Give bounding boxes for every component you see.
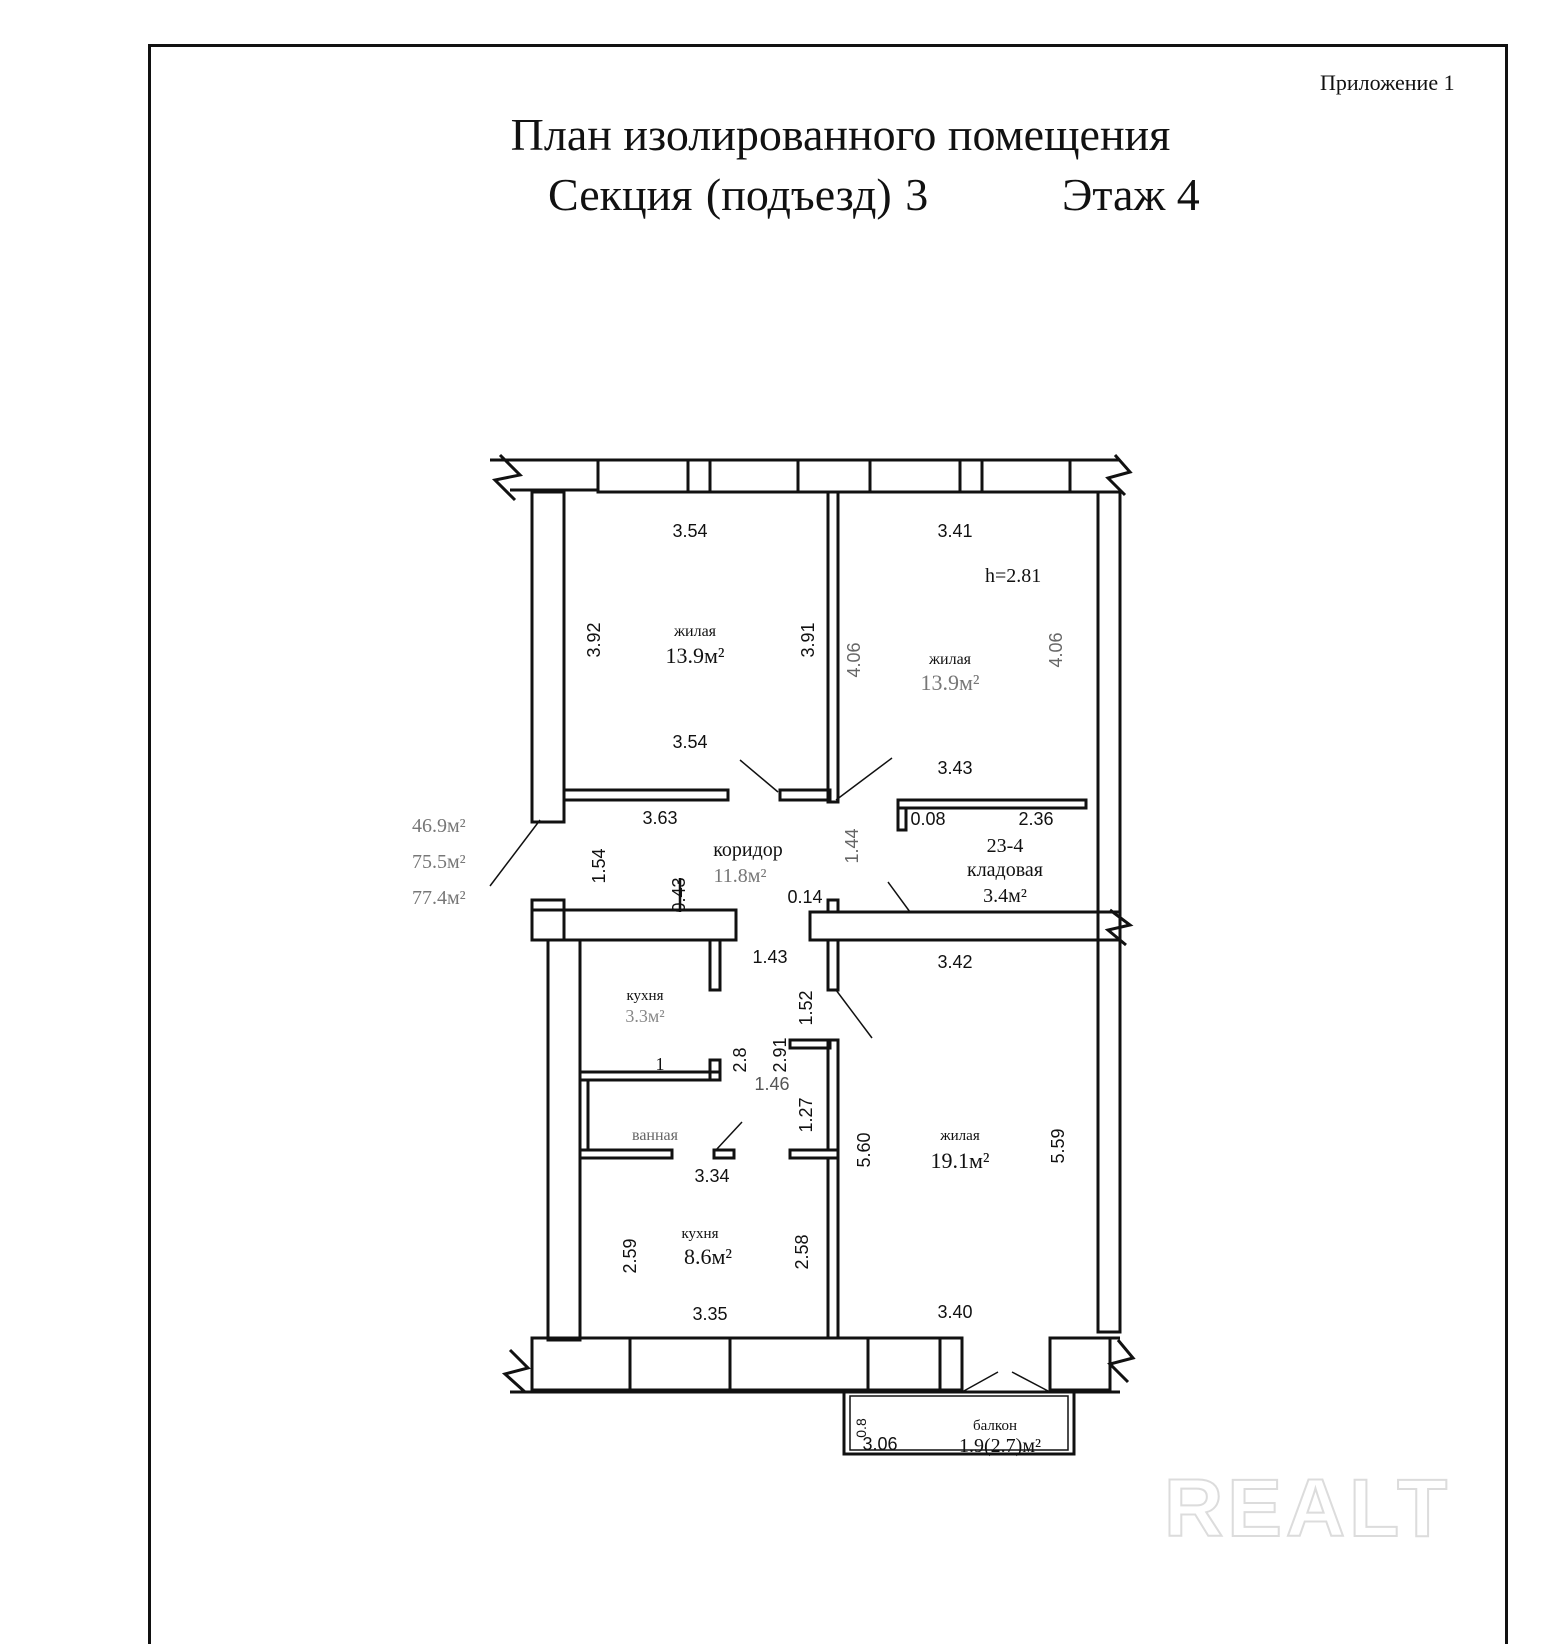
room2-area: 13.9м² [920, 670, 980, 695]
area-summary [412, 815, 466, 909]
corridor-dim-4: 1.44 [842, 828, 862, 864]
room4-name: жилая [940, 1128, 980, 1144]
section-label: Секция (подъезд) 3 [548, 169, 929, 220]
room3-area: 8.6м² [683, 1244, 733, 1269]
corridor-dim-3: 0.43 [669, 877, 689, 913]
room2-dim-right: 4.06 [1046, 632, 1066, 668]
room4-dim-right: 5.59 [1048, 1128, 1068, 1164]
storage-name: кладовая [966, 859, 1044, 881]
room1-dim-top: 3.54 [672, 521, 708, 541]
corridor-dim-6: 1.43 [752, 947, 788, 967]
balcony-name: балкон [973, 1418, 1017, 1434]
ceiling-height: h=2.81 [985, 565, 1042, 587]
walls [490, 455, 1133, 1454]
room3-name: кухня [681, 1226, 719, 1242]
balcony-dim-1: 3.06 [862, 1434, 898, 1454]
room1-dim-left: 3.92 [584, 622, 604, 658]
storage-dim-2: 2.36 [1018, 809, 1054, 829]
small-kitchen-name: кухня [626, 988, 664, 1004]
room4-area: 19.1м² [930, 1148, 990, 1173]
room1-dim-bottom: 3.54 [672, 732, 708, 752]
balcony-dim-2: 0.8 [853, 1418, 869, 1438]
corridor-dim-11: 1.27 [796, 1097, 816, 1133]
corridor-name: коридор [713, 839, 783, 861]
corridor-dim-7: 1.52 [796, 990, 816, 1026]
corridor-dim-8: 2.91 [770, 1037, 790, 1073]
watermark-logo: REALT [1164, 1463, 1452, 1554]
room4-dim-top: 3.42 [937, 952, 973, 972]
room1-name: жилая [673, 623, 717, 640]
page-title: План изолированного помещения [510, 109, 1171, 160]
room2-dim-bottom: 3.43 [937, 758, 973, 778]
living-area: 46.9м² [412, 815, 466, 837]
storage-area: 3.4м² [983, 885, 1027, 907]
corridor-dim-1: 3.63 [642, 808, 678, 828]
total-area: 75.5м² [412, 851, 466, 873]
room1-area: 13.9м² [665, 643, 725, 668]
room-labels [625, 565, 1043, 1457]
room3-dim-top: 3.34 [694, 1166, 730, 1186]
corridor-dim-10: 1.46 [754, 1074, 790, 1094]
room3-dim-left: 2.59 [620, 1238, 640, 1274]
balcony-area: 1.9(2.7)м² [959, 1435, 1041, 1457]
room4-dim-left: 5.60 [854, 1132, 874, 1168]
bath-name: ванная [631, 1127, 679, 1144]
room4-dim-bottom: 3.40 [937, 1302, 973, 1322]
room2-name: жилая [928, 651, 972, 668]
room3-dim-bottom: 3.35 [692, 1304, 728, 1324]
storage-dim-1: 0.08 [910, 809, 946, 829]
room2-dim-left: 4.06 [844, 642, 864, 678]
bath-number: 1 [655, 1054, 665, 1074]
room1-dim-right: 3.91 [798, 622, 818, 658]
corridor-dim-9: 2.8 [730, 1047, 750, 1073]
corridor-area: 11.8м² [713, 865, 767, 887]
appendix-label: Приложение 1 [1320, 70, 1455, 95]
floor-label: Этаж 4 [1062, 169, 1200, 220]
corridor-dim-2: 1.54 [589, 848, 609, 884]
storage-number: 23-4 [986, 835, 1024, 857]
room3-dim-right: 2.58 [792, 1234, 812, 1270]
corridor-dim-5: 0.14 [787, 887, 823, 907]
room2-dim-top: 3.41 [937, 521, 973, 541]
small-kitchen-area: 3.3м² [625, 1006, 665, 1026]
total-area-with-balcony: 77.4м² [412, 887, 466, 909]
